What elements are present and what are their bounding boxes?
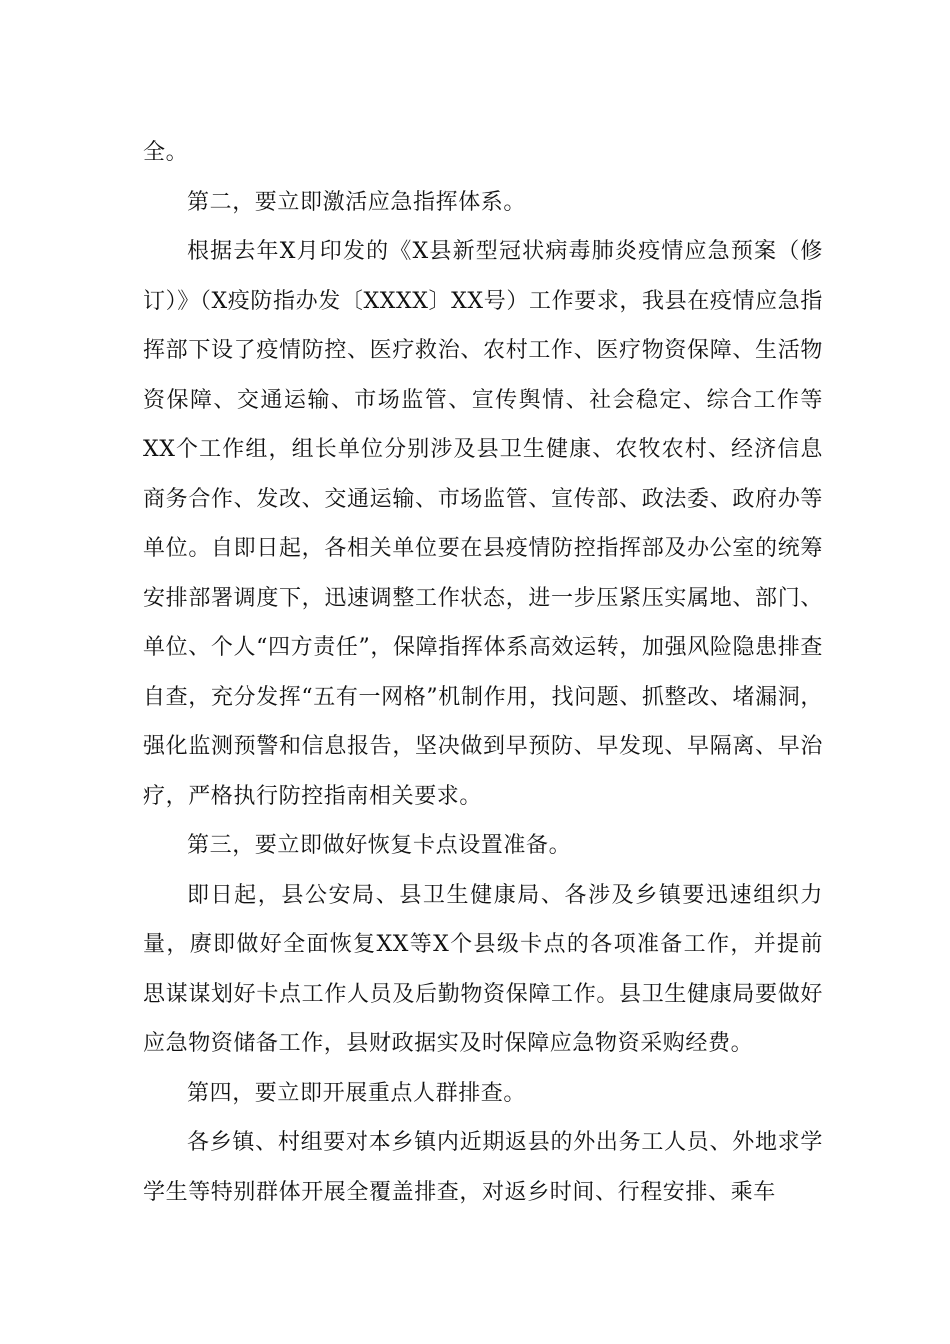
section-heading-4: 第四，要立即开展重点人群排查。 xyxy=(187,1080,527,1106)
section-heading-3: 第三，要立即做好恢复卡点设置准备。 xyxy=(187,833,572,858)
paragraph-continuation: 全。 xyxy=(143,140,189,165)
paragraph-screening: 各乡镇、村组要对本乡镇内近期返县的外出务工人员、外地求学学生等特别群体开展全覆盖排查，对返乡时间、行程安排、乘车 xyxy=(143,1130,823,1205)
paragraph-checkpoints: 即日起，县公安局、县卫生健康局、各涉及乡镇要迅速组织力量，赓即做好全面恢复XX等X个县级卡点的各项准备工作，并提前思谋谋划好卡点工作人员及后勤物资保障工作。县卫生健康局要做好应急物资储备工作，县财政据实及时保障应急物资采购经费。 xyxy=(143,882,823,1056)
section-heading-2: 第二，要立即激活应急指挥体系。 xyxy=(187,189,527,215)
paragraph-command-system: 根据去年X月印发的《X县新型冠状病毒肺炎疫情应急预案（修订）》（X疫防指办发〔XXXX〕XX号）工作要求，我县在疫情应急指挥部下设了疫情防控、医疗救治、农村工作、医疗物资保障、生活物资保障、交通运输、市场监管、宣传舆情、社会稳定、综合工作等XX个工作组，组长单位分别涉及县卫生健康、农牧农村、经济信息商务合作、发改、交通运输、市场监管、宣传部、政法委、政府办等单位。自即日起，各相关单位要在县疫情防控指挥部及办公室的统筹安排部署调度下，迅速调整工作状态，进一步压紧压实属地、部门、单位、个人“四方责任”，保障指挥体系高效运转，加强风险隐患排查自查，充分发挥“五有一网格”机制作用，找问题、抓整改、堵漏洞，强化监测预警和信息报告，坚决做到早预防、早发现、早隔离、早治疗，严格执行防控指南相关要求。 xyxy=(143,239,823,809)
document-body xyxy=(143,128,823,1217)
